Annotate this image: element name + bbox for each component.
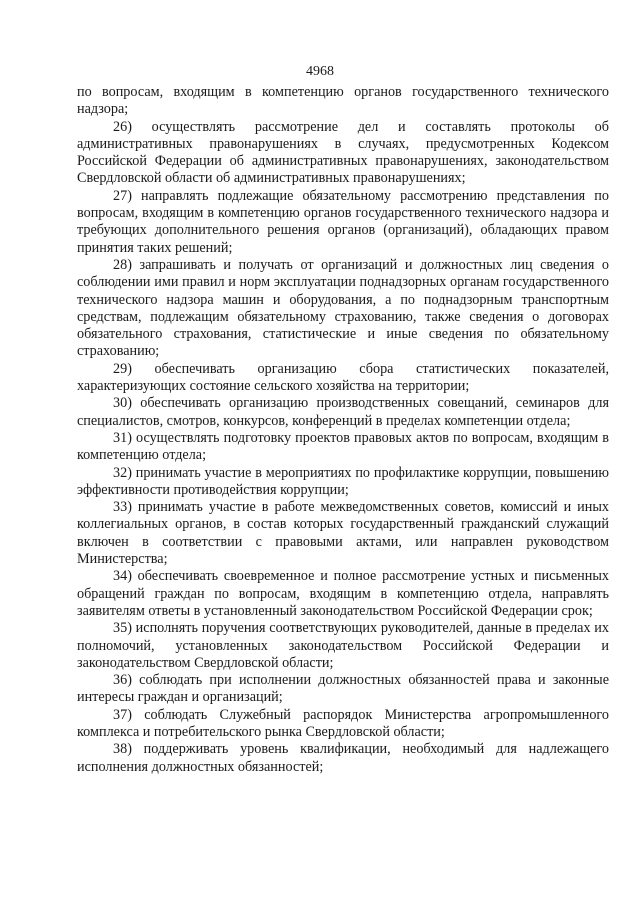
paragraph-continuation: по вопросам, входящим в компетенцию органов государственного технического надзора; (77, 84, 609, 118)
paragraph-item-31: 31) осуществлять подготовку проектов правовых актов по вопросам, входящим в компетенцию отдела; (77, 429, 609, 464)
page-number: 4968 (306, 64, 334, 79)
paragraph-item-29: 29) обеспечивать организацию сбора статистических показателей, характеризующих состояние сельского хозяйства на территории; (77, 360, 609, 395)
document-body (77, 84, 609, 776)
paragraph-item-26: 26) осуществлять рассмотрение дел и составлять протоколы об административных правонарушениях в случаях, предусмотренных Кодексом Российской Федерации об административных правонарушениях, законодательством Свердловской области об административных правонарушениях; (77, 118, 609, 187)
paragraph-item-38: 38) поддерживать уровень квалификации, необходимый для надлежащего исполнения должностных обязанностей; (77, 741, 609, 775)
paragraph-item-28: 28) запрашивать и получать от организаций и должностных лиц сведения о соблюдении ими правил и норм эксплуатации поднадзорных органам государственного технического надзора машин и оборудования, а по поднадзорным транспортным средствам, подлежащим обязательному страхованию, также сведения о договорах обязательного страхования, статистические и иные сведения по обязательному страхованию; (77, 256, 609, 360)
paragraph-item-33: 33) принимать участие в работе межведомственных советов, комиссий и иных коллегиальных органов, в состав которых государственный гражданский служащий включен в соответствии с правовыми актами, или направлен руководством Министерства; (77, 499, 609, 568)
paragraph-item-30: 30) обеспечивать организацию производственных совещаний, семинаров для специалистов, смотров, конкурсов, конференций в пределах компетенции отдела; (77, 395, 609, 429)
paragraph-item-35: 35) исполнять поручения соответствующих руководителей, данные в пределах их полномочий, установленных законодательством Российской Федерации и законодательством Свердловской области; (77, 620, 609, 671)
paragraph-item-34: 34) обеспечивать своевременное и полное рассмотрение устных и письменных обращений граждан по вопросам, входящим в компетенцию отдела, направлять заявителям ответы в установленный законодательством Российской Федерации срок; (77, 568, 609, 619)
paragraph-item-36: 36) соблюдать при исполнении должностных обязанностей права и законные интересы граждан и организаций; (77, 672, 609, 706)
paragraph-item-27: 27) направлять подлежащие обязательному рассмотрению представления по вопросам, входящим в компетенцию органов государственного технического надзора и требующих дополнительного решения органов (организаций), обладающих правом принятия таких решений; (77, 187, 609, 256)
paragraph-item-37: 37) соблюдать Служебный распорядок Министерства агропромышленного комплекса и потребительского рынка Свердловской области; (77, 706, 609, 740)
paragraph-item-32: 32) принимать участие в мероприятиях по профилактике коррупции, повышению эффективности противодействия коррупции; (77, 464, 609, 498)
